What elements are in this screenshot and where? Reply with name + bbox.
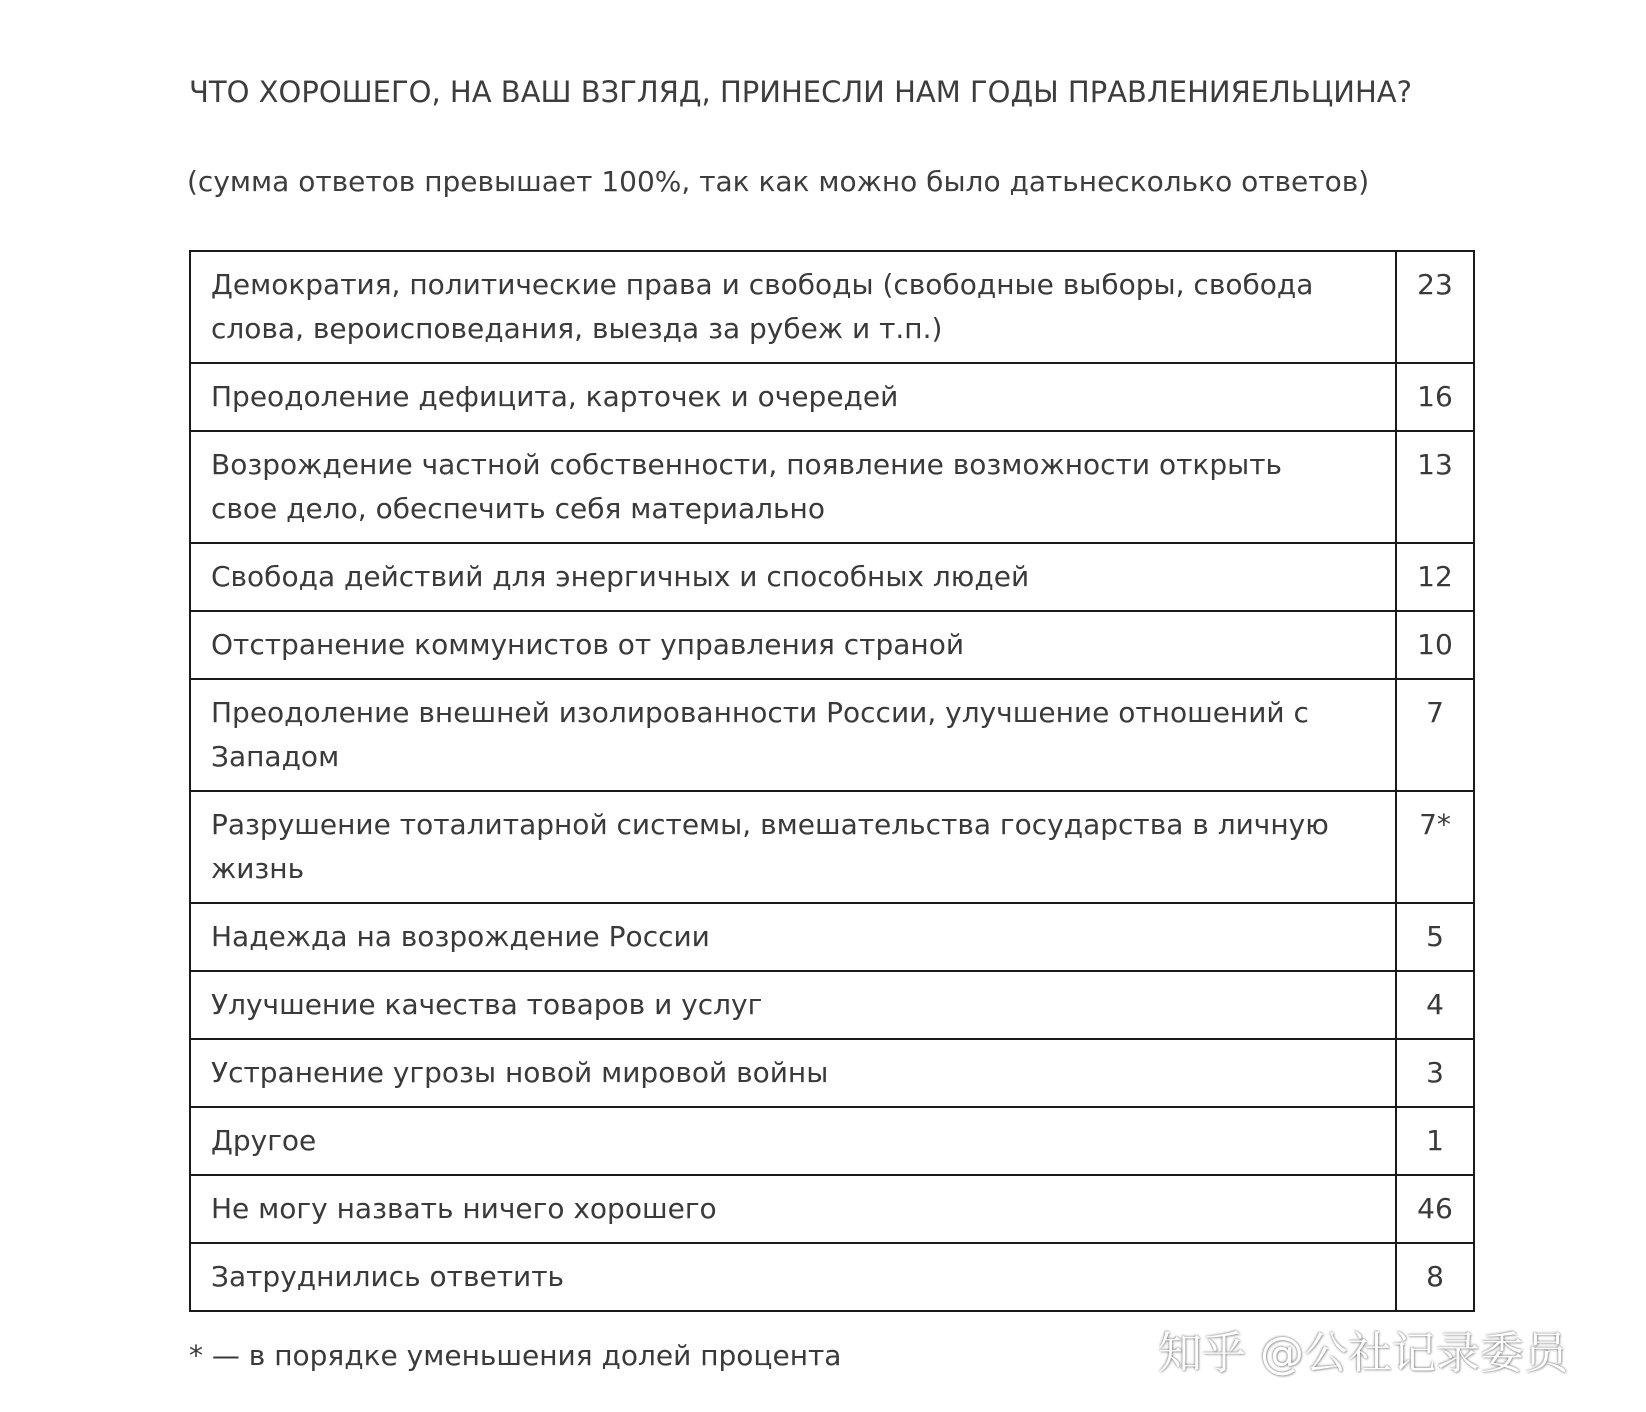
row-label: Не могу назвать ничего хорошего xyxy=(190,1175,1396,1243)
row-label: Отстранение коммунистов от управления страной xyxy=(190,611,1396,679)
row-value: 1 xyxy=(1396,1107,1474,1175)
watermark: 知乎 @公社记录委员 xyxy=(1158,1328,1568,1379)
table-row xyxy=(190,1243,1474,1311)
row-value: 12 xyxy=(1396,543,1474,611)
table-row xyxy=(190,903,1474,971)
row-value: 7* xyxy=(1396,791,1474,903)
table-row xyxy=(190,679,1474,791)
row-value: 16 xyxy=(1396,363,1474,431)
row-value: 8 xyxy=(1396,1243,1474,1311)
row-label: Возрождение частной собственности, появление возможности открыть свое дело, обеспечить себя материально xyxy=(190,431,1396,543)
row-value: 46 xyxy=(1396,1175,1474,1243)
row-label: Свобода действий для энергичных и способных людей xyxy=(190,543,1396,611)
table-row xyxy=(190,611,1474,679)
row-label: Затруднились ответить xyxy=(190,1243,1396,1311)
row-label: Другое xyxy=(190,1107,1396,1175)
table-row xyxy=(190,543,1474,611)
table-row xyxy=(190,791,1474,903)
table-row xyxy=(190,431,1474,543)
page-heading: ЧТО ХОРОШЕГО, НА ВАШ ВЗГЛЯД, ПРИНЕСЛИ НАМ ГОДЫ ПРАВЛЕНИЯЕЛЬЦИНА? xyxy=(189,75,1412,109)
table-row xyxy=(190,251,1474,363)
row-label: Улучшение качества товаров и услуг xyxy=(190,971,1396,1039)
row-label: Устранение угрозы новой мировой войны xyxy=(190,1039,1396,1107)
results-table xyxy=(189,250,1475,1312)
table-row xyxy=(190,971,1474,1039)
row-value: 13 xyxy=(1396,431,1474,543)
table-row xyxy=(190,1039,1474,1107)
row-value: 10 xyxy=(1396,611,1474,679)
footnote: * — в порядке уменьшения долей процента xyxy=(189,1339,842,1372)
row-value: 5 xyxy=(1396,903,1474,971)
table-row xyxy=(190,1107,1474,1175)
row-value: 4 xyxy=(1396,971,1474,1039)
row-value: 23 xyxy=(1396,251,1474,363)
row-value: 7 xyxy=(1396,679,1474,791)
table-row xyxy=(190,1175,1474,1243)
row-label: Демократия, политические права и свободы (свободные выборы, свобода слова, вероисповедания, выезда за рубеж и т.п.) xyxy=(190,251,1396,363)
table-row xyxy=(190,363,1474,431)
row-label: Преодоление внешней изолированности России, улучшение отношений с Западом xyxy=(190,679,1396,791)
row-value: 3 xyxy=(1396,1039,1474,1107)
row-label: Надежда на возрождение России xyxy=(190,903,1396,971)
page-subheading: (сумма ответов превышает 100%, так как можно было датьнесколько ответов) xyxy=(187,165,1370,198)
row-label: Разрушение тоталитарной системы, вмешательства государства в личную жизнь xyxy=(190,791,1396,903)
row-label: Преодоление дефицита, карточек и очередей xyxy=(190,363,1396,431)
